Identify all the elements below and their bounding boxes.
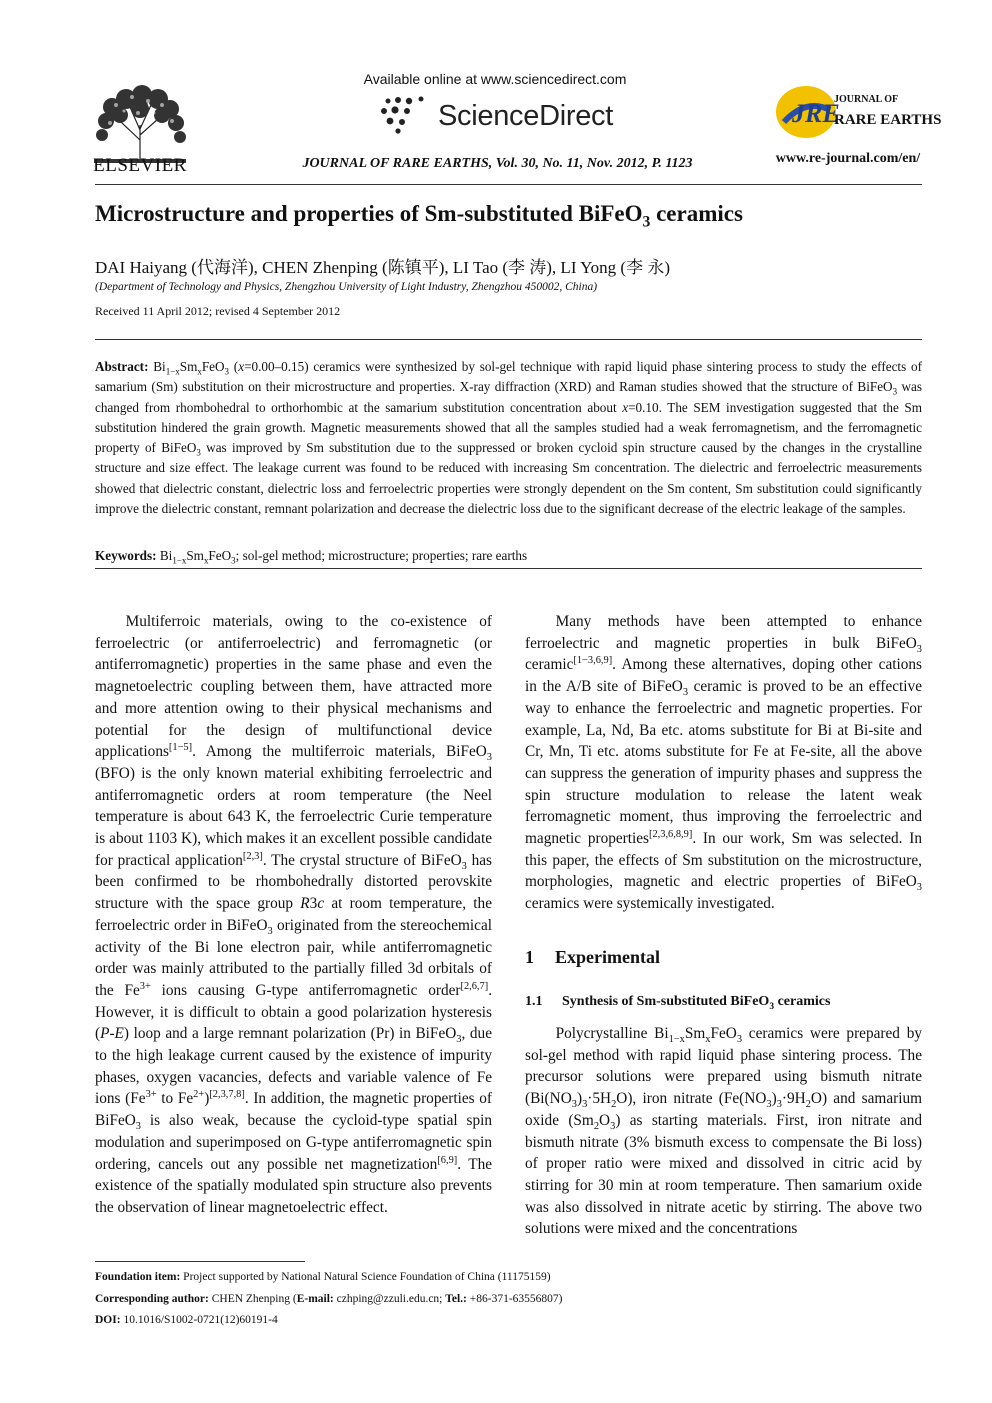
abstract-label: Abstract: bbox=[95, 359, 149, 374]
citation-link[interactable]: [6,9] bbox=[437, 1154, 458, 1166]
received-dates: Received 11 April 2012; revised 4 September 2012 bbox=[95, 304, 341, 318]
synthesis-paragraph: Polycrystalline $Bi_{1-x}Sm_xFeO_3$ ceramics were prepared by sol-gel method with rapid liquid phase sintering process. The precursor solutions were prepared using bismuth nitrate $(Bi(NO_3)_3\cdot 5H_2O)$, iron nitrate $(Fe(NO_3)_3\cdot 9H_2O)$ and samarium oxide $(Sm_2O_3)$ as starting materials. First, iron nitrate and bismuth nitrate (3% bismuth excess to compensate the Bi loss) of proper ratio were mixed and dissolved in citric acid by stirring for 30 min at room temperature. Then samarium oxide was also dissolved in nitrate acetic by stirring. The above two solutions were mixed and the concentrations bbox=[525, 1025, 923, 1238]
citation-link[interactable]: [2,3,7,8] bbox=[209, 1089, 245, 1101]
footnote-divider bbox=[95, 1261, 305, 1262]
intro-paragraph: Multiferroic materials, owing to the co-existence of ferroelectric (or antiferroelectric) and ferromagnetic (or antiferromagnetic) properties in the same phase and even the magnetoelectric coupling between them, have attracted more and more attention owing to their physical mechanisms and potential for the design of multifunctional device applications[1−5]. Among the multiferroic materials, BiFeO$_3$ (BFO) is the only known material exhibiting ferroelectric and antiferromagnetic orders at room temperature (the Neel temperature is about 643 K, the ferroelectric Curie temperature is about 1103 K), which makes it an excellent possible candidate for practical application[2,3]. The crystal structure of BiFeO$_3$ has been confirmed to be rhombohedrally distorted perovskite structure with the space group R3c at room temperature, the ferroelectric order in BiFeO$_3$ originated from the stereochemical activity of the Bi lone electron pair, while antiferromagnetic order was mainly attributed to the partially filled 3d orbitals of the $Fe^{3+}$ ions causing G-type antiferromagnetic order[2,6,7]. However, it is difficult to obtain a good polarization hysteresis (P-E) loop and a large remnant polarization (Pr) in BiFeO$_3$, due to the high leakage current caused by the existence of impurity phases, oxygen vacancies, defects and variable valence of Fe ions ($Fe^{3+}$ to $Fe^{2+})[2,3,7,8]$. In addition, the magnetic properties of BiFeO$_3$ is also weak, because the cycloid-type spatial spin modulation and superimposed on G-type antiferromagnetic spin ordering, cancels out any possible net magnetization[6,9]. The existence of the spatially modulated spin structure also prevents the observation of linear magnetoelectric effect. bbox=[95, 613, 493, 1216]
journal-url[interactable]: www.re-journal.com/en/ bbox=[775, 151, 921, 166]
journal-citation: JOURNAL OF RARE EARTHS, Vol. 30, No. 11, Nov. 2012, P. 1123 bbox=[302, 156, 693, 171]
body-column-right bbox=[525, 611, 922, 915]
footnote-foundation: Foundation item: Project supported by National Natural Science Foundation of China (11175159) bbox=[95, 1271, 551, 1283]
citation-link[interactable]: [1−3,6,9] bbox=[573, 655, 613, 667]
methods-paragraph: Many methods have been attempted to enhance ferroelectric and magnetic properties in bulk BiFeO$_3$ ceramic[1−3,6,9]. Among these alternatives, doping other cations in the A/B site of BiFeO$_3$ ceramic is proved to be an effective way to enhance the ferroelectric and magnetic properties. For example, La, Nd, Ba etc. atoms substitute for Bi at Bi-site and Cr, Mn, Ti etc. atoms substitute for Fe at Fe-site, all the above can suppress the generation of impurity phases and suppress the spin structure modulation to release the latent weak ferromagnetic moment, thus improving the ferroelectric and magnetic properties[2,3,6,8,9]. In our work, Sm was selected. In this paper, the effects of Sm substitution on the microstructure, morphologies, magnetic and electric properties of BiFeO$_3$ ceramics were systemically investigated. bbox=[525, 613, 922, 913]
citation-link[interactable]: [1−5] bbox=[168, 742, 193, 754]
affiliation: (Department of Technology and Physics, Zhengzhou University of Light Industry, Zhengzhou 450002, China) bbox=[95, 281, 598, 293]
author-list: DAI Haiyang (代海洋), CHEN Zhenping (陈镇平), LI Tao (李 涛), LI Yong (李 永) bbox=[95, 258, 670, 277]
jre-logo-line2: RARE EARTHS bbox=[834, 112, 942, 128]
citation-link[interactable]: [2,3] bbox=[242, 850, 263, 862]
citation-link[interactable]: [2,6,7] bbox=[460, 980, 489, 992]
keywords-label: Keywords: bbox=[95, 548, 157, 563]
footnote-doi: DOI: 10.1016/S1002-0721(12)60191-4 bbox=[95, 1314, 278, 1326]
header-divider bbox=[95, 184, 922, 185]
jre-logo-line1: JOURNAL OF bbox=[834, 94, 899, 105]
footnote-corresponding-author: Corresponding author: CHEN Zhenping (E-mail: czhping@zzuli.edu.cn; Tel.: +86-371-63556807) bbox=[95, 1293, 563, 1305]
citation-link[interactable]: [2,3,6,8,9] bbox=[649, 828, 693, 840]
article-title: Microstructure and properties of Sm-substituted BiFeO$_3$ ceramics bbox=[95, 201, 743, 231]
keywords-divider bbox=[95, 568, 922, 569]
abstract: Abstract: $Bi_{1-x}Sm_xFeO_3$ (x=0.00–0.15) ceramics were synthesized by sol-gel technique with rapid liquid phase sintering process to study the effects of samarium (Sm) substitution on their microstructure and properties. X-ray diffraction (XRD) and Raman studies showed that the structure of BiFeO$_3$ was changed from rhombohedral to orthorhombic at the samarium substitution concentration about x=0.10. The SEM investigation suggested that the Sm substitution hindered the grain growth. Magnetic measurements showed that all the samples studied had a weak ferromagnetism, and the ferromagnetic property of BiFeO$_3$ was improved by Sm substitution due to the suppressed or broken cycloid spin structure caused by the changes in the crystalline structure and size effect. The leakage current was found to be reduced with increasing Sm concentration. The dielectric and ferroelectric measurements showed that dielectric constant, dielectric loss and ferroelectric properties were strongly dependent on the Sm content, Sm substitution could significantly improve the dielectric constant, remnant polarization and decrease the dielectric loss due to the significant decrease of the electric leakage of the samples. bbox=[95, 359, 922, 517]
section-heading-experimental: 1 Experimental bbox=[525, 947, 660, 967]
body-column-left bbox=[95, 611, 492, 1219]
journal-of-rare-earths-logo bbox=[770, 80, 942, 144]
available-online-line: Available online at www.sciencedirect.com bbox=[363, 71, 627, 87]
svg-text:JRE: JRE bbox=[792, 99, 840, 128]
keywords: Keywords: $Bi_{1-x}Sm_xFeO_3$; sol-gel method; microstructure; properties; rare earths bbox=[95, 548, 528, 566]
sciencedirect-dots-icon bbox=[378, 95, 434, 135]
sciencedirect-brand: ScienceDirect bbox=[438, 100, 613, 132]
title-divider bbox=[95, 339, 922, 340]
publisher-name: ELSEVIER bbox=[93, 155, 187, 176]
subsection-heading-synthesis: 1.1 Synthesis of Sm-substituted BiFeO$_3$ ceramics bbox=[525, 994, 831, 1012]
author-email[interactable]: czhping@zzuli.edu.cn; bbox=[333, 1293, 446, 1305]
doi-link[interactable]: 10.1016/S1002-0721(12)60191-4 bbox=[120, 1314, 278, 1326]
